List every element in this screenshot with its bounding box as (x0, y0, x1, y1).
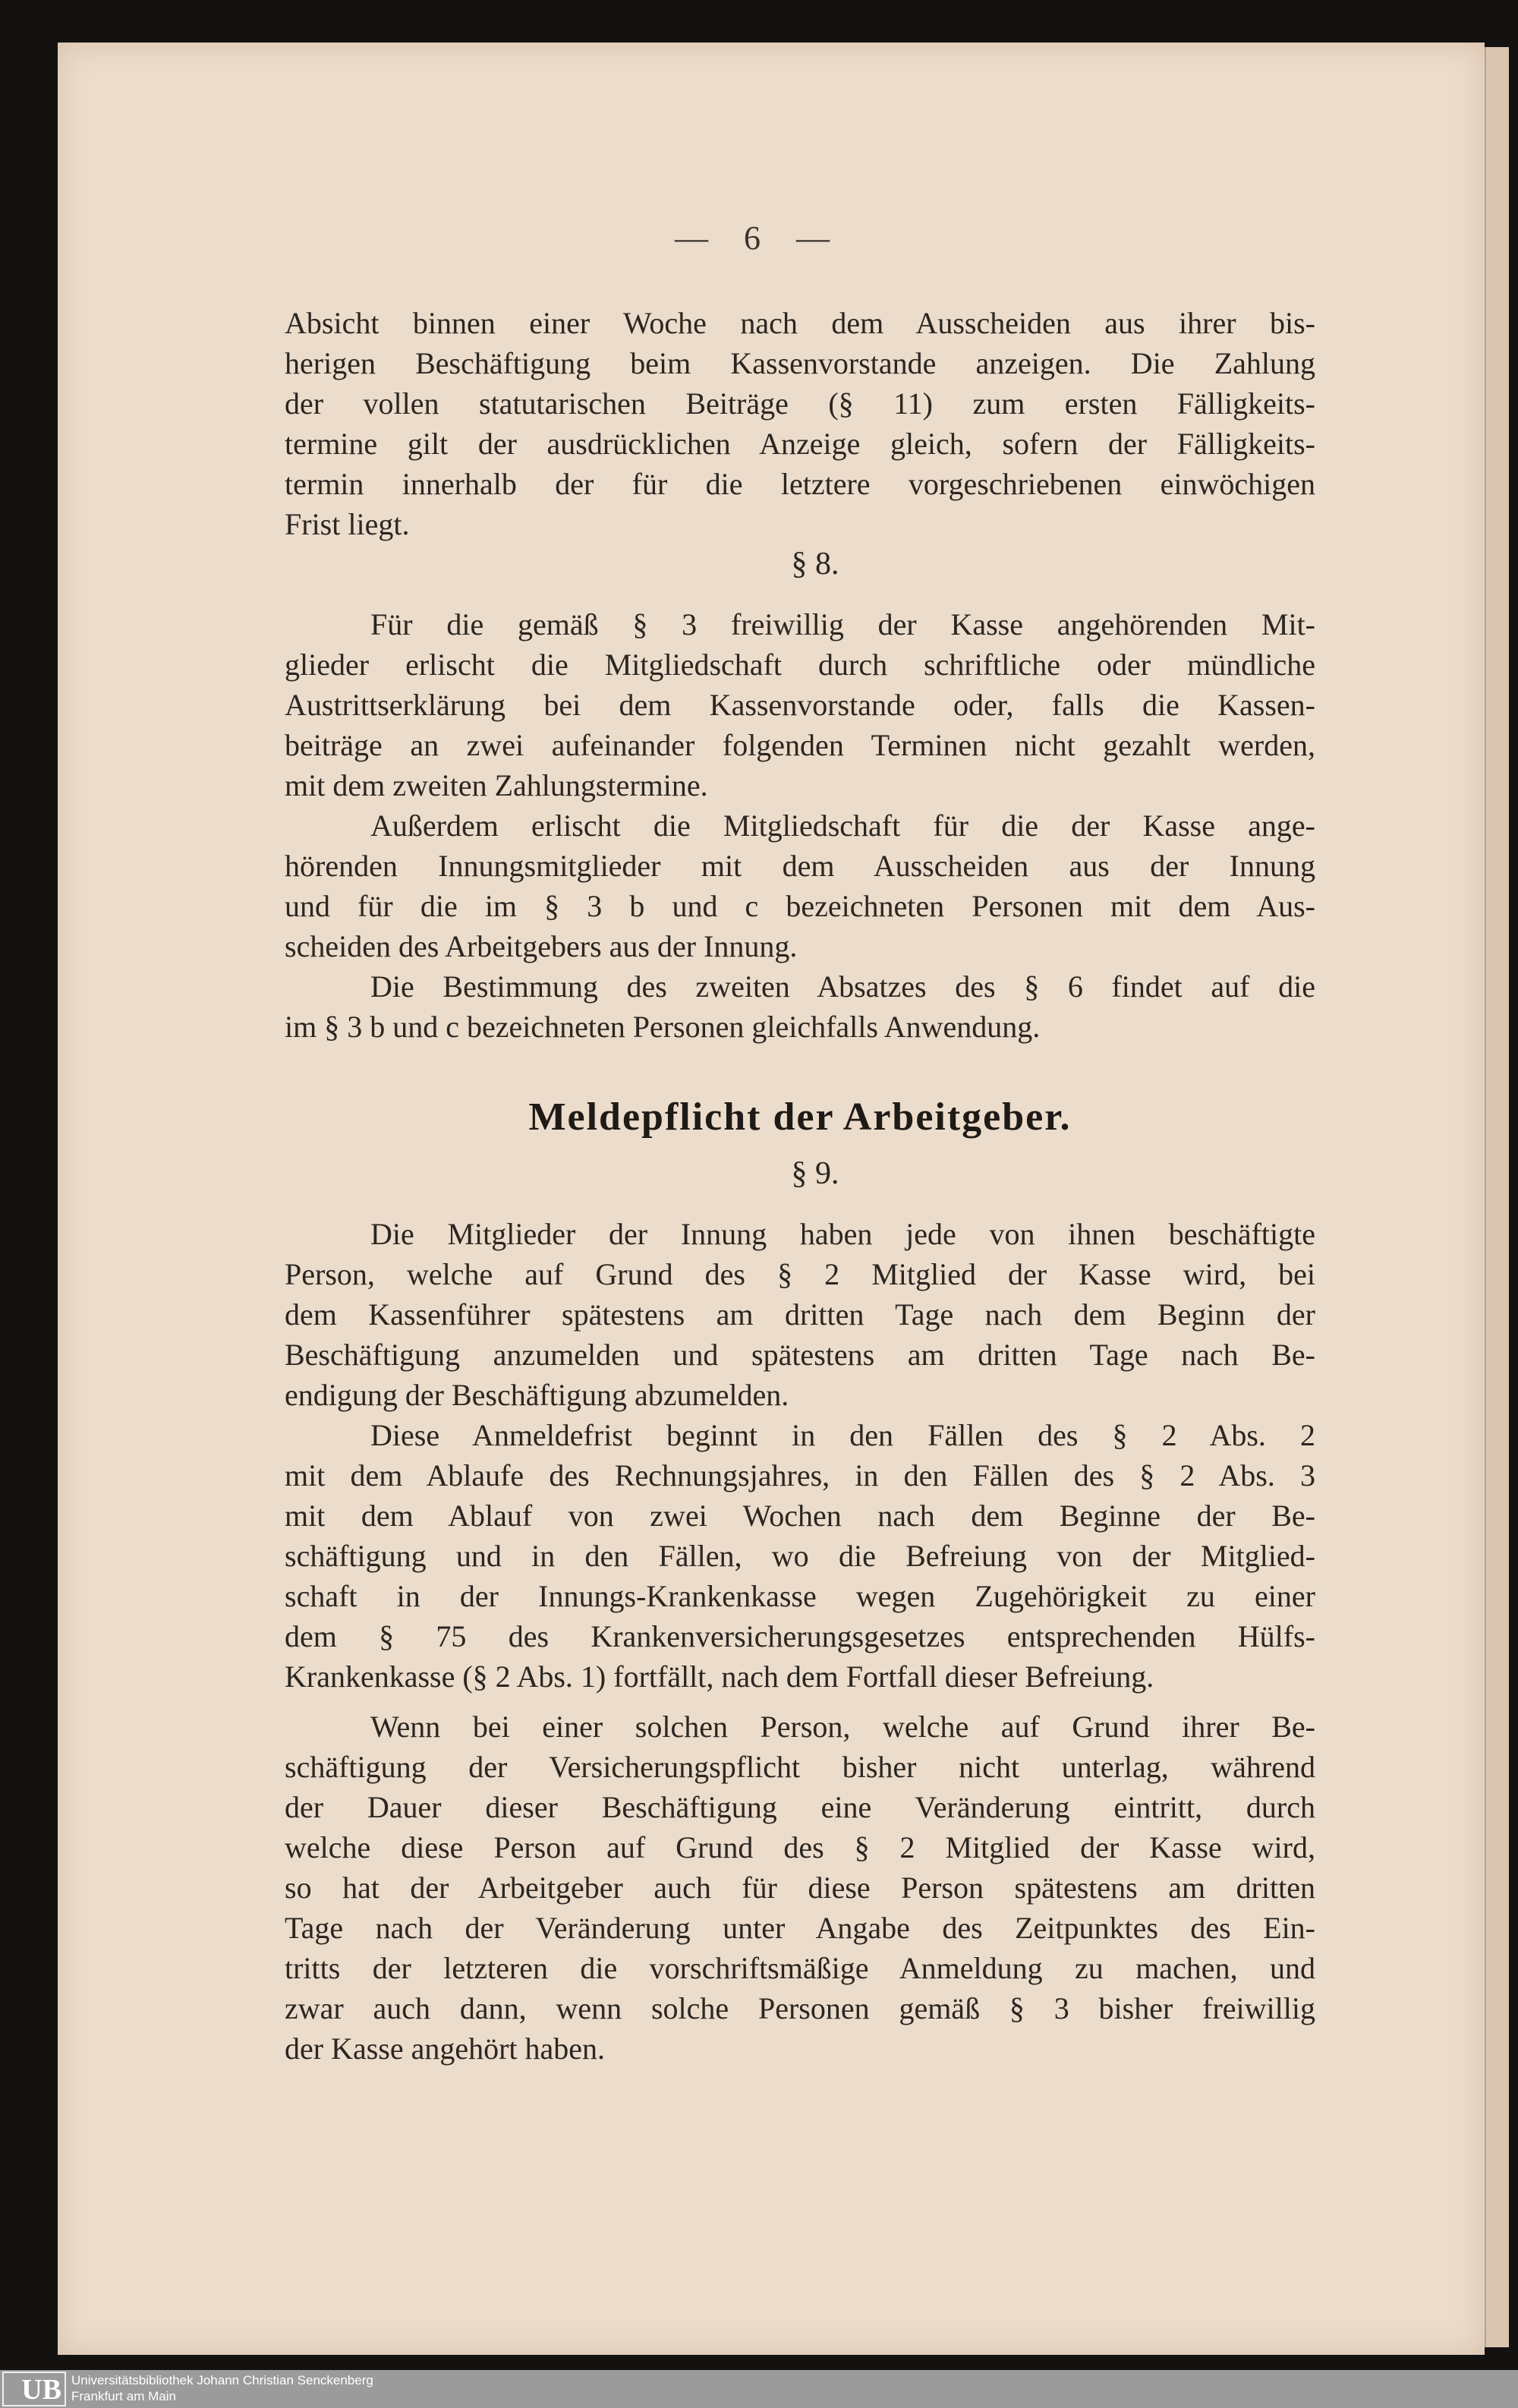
text-line: termine gilt der ausdrücklichen Anzeige gleich, sofern der Fälligkeits- (285, 427, 1315, 461)
section-heading: Meldepflicht der Arbeitgeber. (528, 1095, 1072, 1139)
text-line: und für die im § 3 b und c bezeichneten Personen mit dem Aus- (285, 889, 1315, 923)
text-line: so hat der Arbeitgeber auch für diese Person spätestens am dritten (285, 1871, 1315, 1905)
text-line: Beschäftigung anzumelden und spätestens am dritten Tage nach Be- (285, 1338, 1315, 1372)
page-number: — 6 — (675, 219, 843, 257)
text-line: Krankenkasse (§ 2 Abs. 1) fortfällt, nach dem Fortfall dieser Befreiung. (285, 1659, 1154, 1694)
text-line: dem Kassenführer spätestens am dritten Tage nach dem Beginn der (285, 1297, 1315, 1332)
section-number: § 9. (791, 1156, 839, 1191)
text-line: Wenn bei einer solchen Person, welche auf Grund ihrer Be- (370, 1710, 1315, 1744)
text-line: schäftigung und in den Fällen, wo die Befreiung von der Mitglied- (285, 1539, 1315, 1573)
text-line: Die Bestimmung des zweiten Absatzes des § 6 findet auf die (370, 969, 1315, 1004)
text-line: Tage nach der Veränderung unter Angabe des Zeitpunktes des Ein- (285, 1911, 1315, 1945)
section-number: § 8. (791, 547, 839, 582)
ub-logo: UB (2, 2372, 66, 2406)
text-line: Für die gemäß § 3 freiwillig der Kasse angehörenden Mit- (370, 607, 1315, 641)
paragraph (285, 1415, 1315, 1697)
text-line: mit dem Ablaufe des Rechnungsjahres, in den Fällen des § 2 Abs. 3 (285, 1458, 1315, 1492)
text-line: termin innerhalb der für die letztere vorgeschriebenen einwöchigen (285, 467, 1315, 501)
next-page-edge (1485, 47, 1509, 2347)
text-line: im § 3 b und c bezeichneten Personen gleichfalls Anwendung. (285, 1010, 1041, 1044)
text-line: herigen Beschäftigung beim Kassenvorstande anzeigen. Die Zahlung (285, 346, 1315, 380)
text-line: schäftigung der Versicherungspflicht bisher nicht unterlag, während (285, 1750, 1315, 1784)
text-line: Person, welche auf Grund des § 2 Mitglied der Kasse wird, bei (285, 1257, 1315, 1291)
text-line: der vollen statutarischen Beiträge (§ 11) zum ersten Fälligkeits- (285, 386, 1315, 421)
text-line: hörenden Innungsmitglieder mit dem Ausscheiden aus der Innung (285, 849, 1315, 883)
text-line: Austrittserklärung bei dem Kassenvorstande oder, falls die Kassen- (285, 688, 1315, 722)
text-line: Diese Anmeldefrist beginnt in den Fällen des § 2 Abs. 2 (370, 1418, 1315, 1452)
paragraph (285, 1707, 1315, 2069)
paragraph (285, 805, 1315, 966)
paragraph (285, 966, 1315, 1047)
text-line: Die Mitglieder der Innung haben jede von ihnen beschäftigte (370, 1217, 1315, 1251)
text-line: Außerdem erlischt die Mitgliedschaft für die der Kasse ange- (370, 808, 1315, 843)
page-body (285, 303, 1315, 2069)
text-line: scheiden des Arbeitgebers aus der Innung. (285, 929, 798, 963)
text-line: welche diese Person auf Grund des § 2 Mitglied der Kasse wird, (285, 1830, 1315, 1864)
paragraph (285, 1214, 1315, 1415)
text-line: beiträge an zwei aufeinander folgenden Terminen nicht gezahlt werden, (285, 728, 1315, 762)
library-location: Frankfurt am Main (71, 2389, 176, 2403)
text-line: dem § 75 des Krankenversicherungsgesetzes entsprechenden Hülfs- (285, 1619, 1315, 1653)
text-line: glieder erlischt die Mitgliedschaft durch schriftliche oder mündliche (285, 648, 1315, 682)
text-line: zwar auch dann, wenn solche Personen gemäß § 3 bisher freiwillig (285, 1991, 1315, 2025)
text-line: Absicht binnen einer Woche nach dem Ausscheiden aus ihrer bis- (285, 306, 1315, 340)
paragraph (285, 303, 1315, 544)
library-name: Universitätsbibliothek Johann Christian Senckenberg (71, 2373, 373, 2388)
text-line: tritts der letzteren die vorschriftsmäßige Anmeldung zu machen, und (285, 1951, 1315, 1985)
text-line: der Dauer dieser Beschäftigung eine Veränderung eintritt, durch (285, 1790, 1315, 1824)
text-line: endigung der Beschäftigung abzumelden. (285, 1378, 789, 1412)
text-line: schaft in der Innungs-Krankenkasse wegen Zugehörigkeit zu einer (285, 1579, 1315, 1613)
text-line: Frist liegt. (285, 507, 410, 541)
library-footer-banner (0, 2370, 1518, 2408)
text-line: der Kasse angehört haben. (285, 2031, 606, 2066)
text-line: mit dem zweiten Zahlungstermine. (285, 768, 708, 802)
text-line: mit dem Ablauf von zwei Wochen nach dem Beginne der Be- (285, 1499, 1315, 1533)
paragraph (285, 604, 1315, 805)
